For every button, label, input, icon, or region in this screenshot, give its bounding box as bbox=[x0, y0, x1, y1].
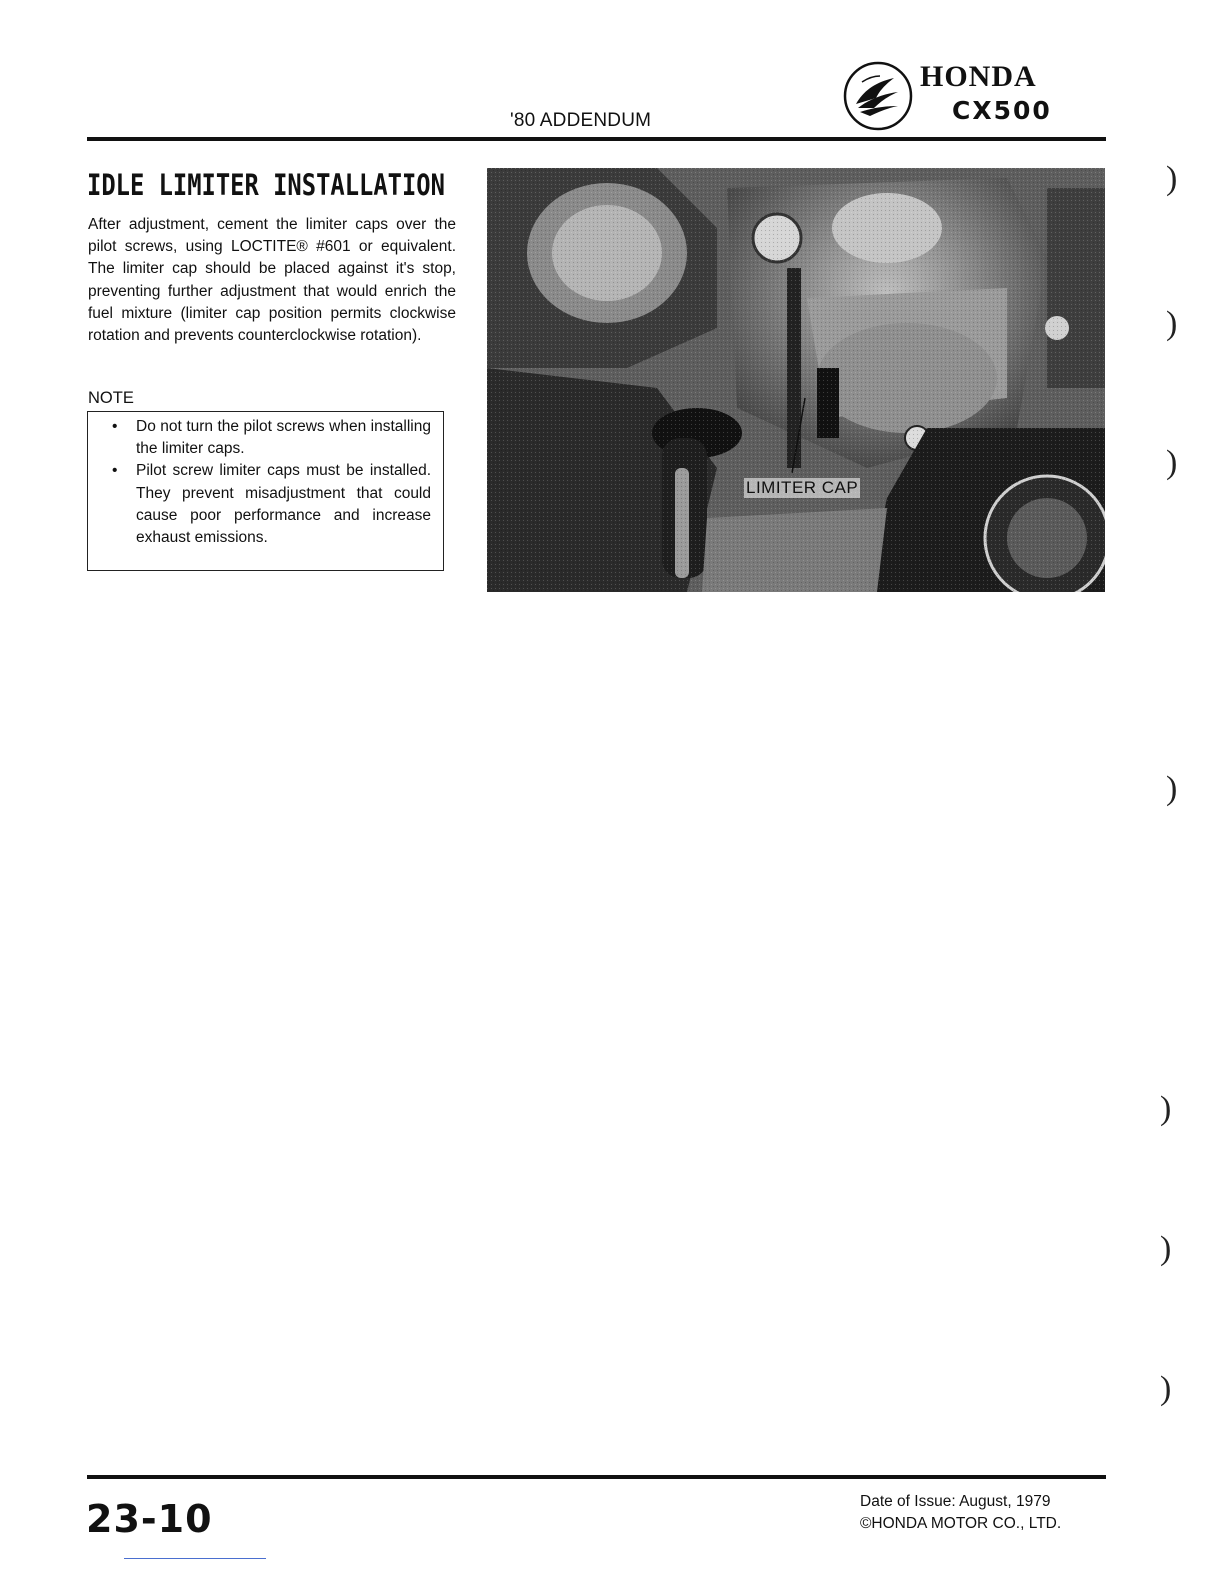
binder-hole-mark: ) bbox=[1160, 1230, 1172, 1267]
bullet-icon: • bbox=[112, 462, 118, 480]
carburetor-photo bbox=[487, 168, 1105, 592]
carburetor-photo-illustration bbox=[487, 168, 1105, 592]
bullet-icon: • bbox=[112, 418, 118, 435]
header-rule bbox=[87, 137, 1106, 141]
note-label: NOTE bbox=[88, 389, 134, 407]
binder-hole-mark: ) bbox=[1166, 160, 1178, 197]
copyright: ©HONDA MOTOR CO., LTD. bbox=[860, 1515, 1062, 1532]
note-item bbox=[110, 416, 431, 460]
footer-rule bbox=[87, 1475, 1106, 1479]
model-name: CX500 bbox=[952, 96, 1052, 125]
limiter-cap-callout: LIMITER CAP bbox=[746, 478, 859, 497]
binder-hole-mark: ) bbox=[1166, 444, 1178, 481]
note-item-text: Do not turn the pilot screws when installing the limiter caps. bbox=[136, 418, 431, 458]
note-item bbox=[110, 460, 431, 549]
binder-hole-mark: ) bbox=[1160, 1370, 1172, 1407]
binder-hole-mark: ) bbox=[1166, 770, 1178, 807]
note-list bbox=[110, 416, 431, 549]
section-body: After adjustment, cement the limiter caps over the pilot screws, using LOCTITE® #601 or equivalent. The limiter cap should be placed against it's stop, preventing further adjustment that would enrich the fuel mixture (limiter cap position permits clockwise rotation and prevents counterclockwise rotation). bbox=[88, 216, 456, 345]
honda-wing-icon bbox=[842, 60, 914, 132]
page-number: 23-10 bbox=[86, 1497, 213, 1541]
binder-hole-mark: ) bbox=[1160, 1090, 1172, 1127]
note-item-text: Pilot screw limiter caps must be installed. They prevent misadjustment that could cause poor performance and increase exhaust emissions. bbox=[136, 462, 431, 547]
scan-artifact-line bbox=[124, 1558, 266, 1559]
note-box bbox=[87, 411, 444, 571]
binder-hole-mark: ) bbox=[1166, 305, 1178, 342]
addendum-label: '80 ADDENDUM bbox=[510, 110, 652, 131]
brand-name: HONDA bbox=[920, 60, 1037, 93]
section-title: IDLE LIMITER INSTALLATION bbox=[87, 168, 445, 202]
honda-logo bbox=[842, 52, 1107, 138]
issue-date: Date of Issue: August, 1979 bbox=[860, 1493, 1051, 1510]
